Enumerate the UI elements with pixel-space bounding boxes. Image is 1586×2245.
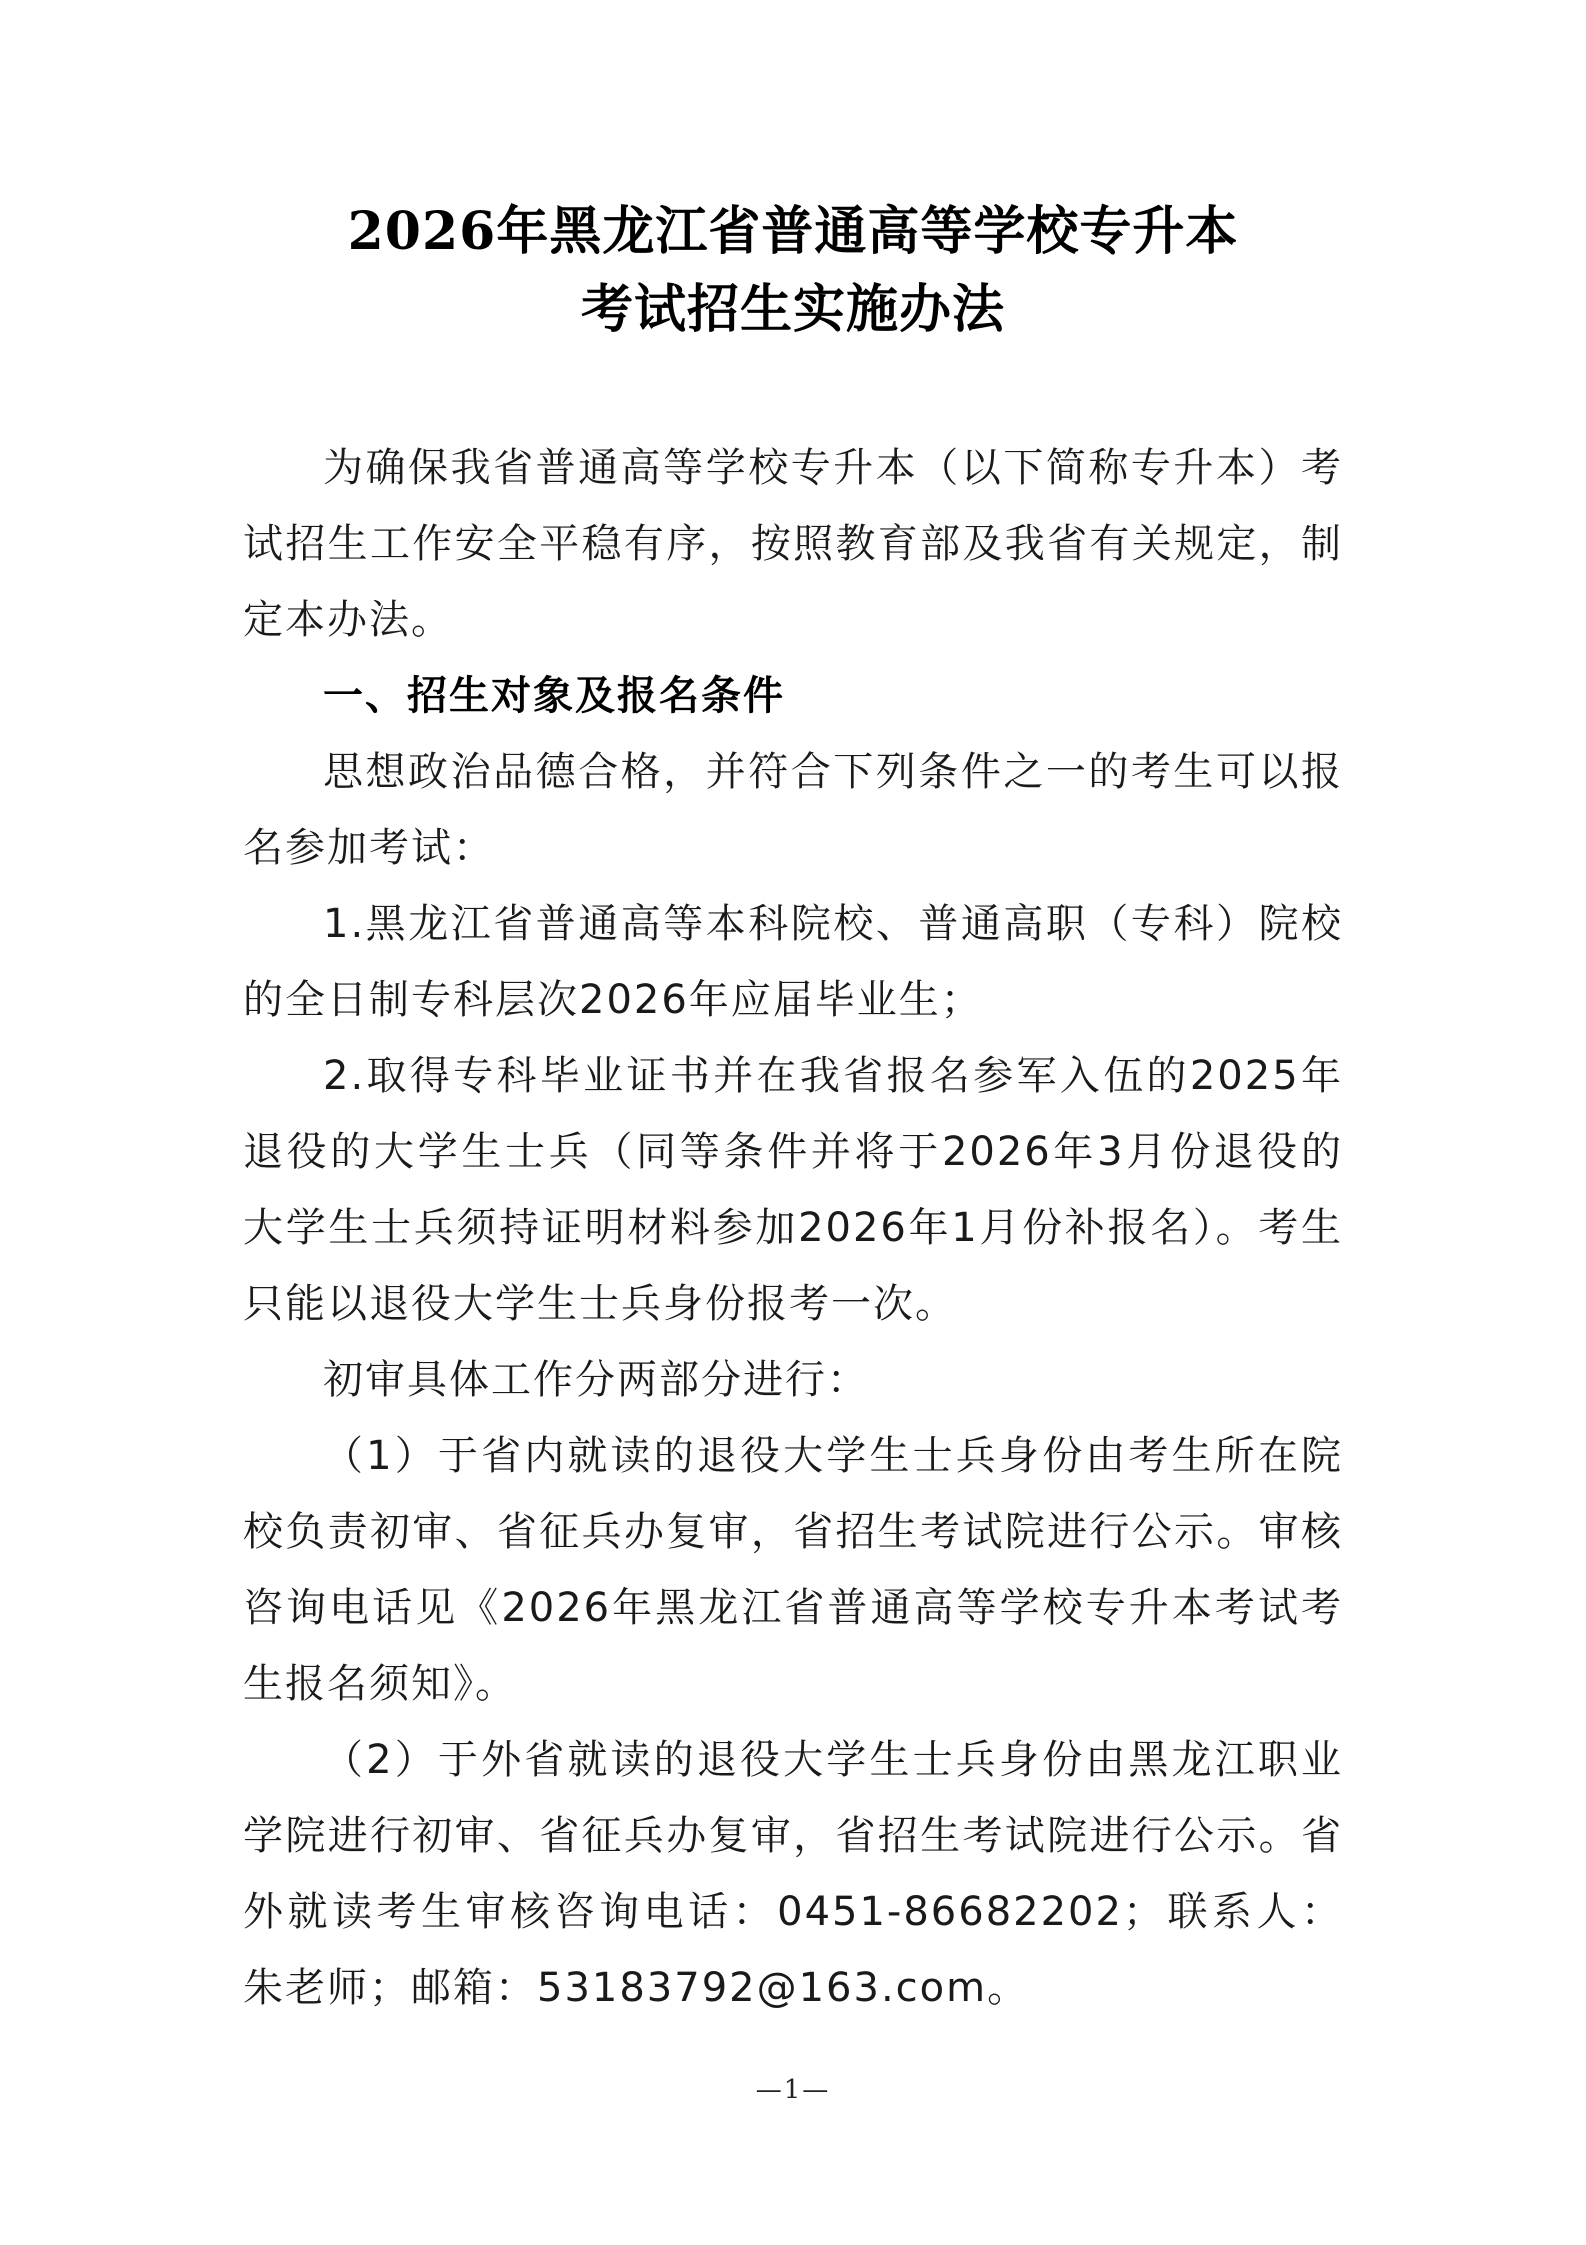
- paragraph-review-intro: 初审具体工作分两部分进行：: [323, 1357, 869, 1403]
- paragraph-intro: 为确保我省普通高等学校专升本（以下简称专升本）考试招生工作安全平稳有序，按照教育部及我省有关规定，制定本办法。: [243, 445, 1343, 643]
- section-heading-1: 一、招生对象及报名条件: [323, 673, 785, 719]
- paragraph-review-out-province: （2）于外省就读的退役大学生士兵身份由黑龙江职业学院进行初审、省征兵办复审，省招生考试院进行公示。省外就读考生审核咨询电话：0451-86682202；联系人：朱老师；邮箱：53183792@163.com。: [243, 1737, 1343, 2011]
- paragraph-eligibility: 思想政治品德合格，并符合下列条件之一的考生可以报名参加考试：: [243, 749, 1343, 871]
- paragraph-review-in-province: （1）于省内就读的退役大学生士兵身份由考生所在院校负责初审、省征兵办复审，省招生考试院进行公示。审核咨询电话见《2026年黑龙江省普通高等学校专升本考试考生报名须知》。: [243, 1433, 1343, 1707]
- paragraph-condition-1: 1.黑龙江省普通高等本科院校、普通高职（专科）院校的全日制专科层次2026年应届毕业生；: [243, 901, 1343, 1023]
- document-title-line-2: 考试招生实施办法: [580, 279, 1005, 340]
- document-body: [243, 430, 1343, 2026]
- document-title-line-1: 2026年黑龙江省普通高等学校专升本: [347, 201, 1239, 262]
- paragraph-condition-2: 2.取得专科毕业证书并在我省报名参军入伍的2025年退役的大学生士兵（同等条件并将于2026年3月份退役的大学生士兵须持证明材料参加2026年1月份补报名）。考生只能以退役大学生士兵身份报考一次。: [243, 1053, 1343, 1327]
- page-number: —1—: [755, 2075, 831, 2105]
